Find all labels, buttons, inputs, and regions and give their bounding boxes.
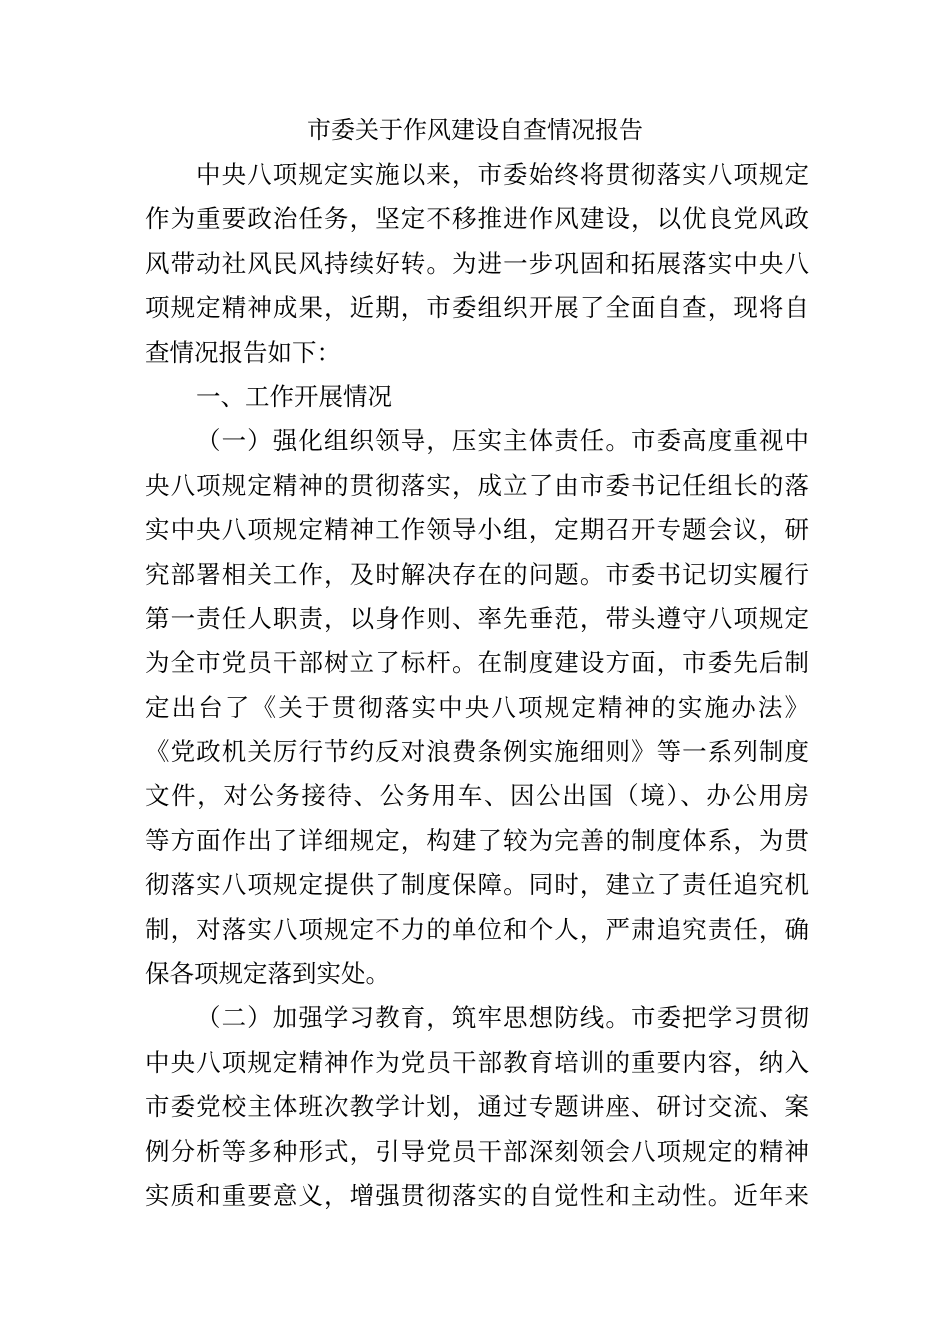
text-line: 中央八项规定实施以来，市委始终将贯彻落实八项规定	[196, 160, 809, 189]
text-line: 为全市党员干部树立了标杆。在制度建设方面，市委先后制	[145, 648, 809, 678]
text-line: （二）加强学习教育，筑牢思想防线。市委把学习贯彻	[196, 1003, 809, 1033]
document-body	[145, 153, 809, 1218]
text-line: 《党政机关厉行节约反对浪费条例实施细则》等一系列制度	[145, 737, 809, 767]
text-line: 项规定精神成果，近期，市委组织开展了全面自查，现将自	[145, 293, 809, 323]
text-line: （一）强化组织领导，压实主体责任。市委高度重视中	[196, 426, 809, 456]
text-line: 实中央八项规定精神工作领导小组，定期召开专题会议，研	[145, 515, 809, 545]
text-line: 央八项规定精神的贯彻落实，成立了由市委书记任组长的落	[145, 470, 809, 500]
text-line: 彻落实八项规定提供了制度保障。同时，建立了责任追究机	[145, 870, 809, 900]
text-line: 第一责任人职责，以身作则、率先垂范，带头遵守八项规定	[145, 603, 809, 633]
text-line: 风带动社风民风持续好转。为进一步巩固和拓展落实中央八	[145, 248, 809, 278]
document-title: 市委关于作风建设自查情况报告	[307, 116, 643, 144]
text-line: 保各项规定落到实处。	[145, 959, 390, 989]
text-line: 制，对落实八项规定不力的单位和个人，严肃追究责任，确	[145, 914, 809, 944]
text-line: 作为重要政治任务，坚定不移推进作风建设，以优良党风政	[145, 204, 809, 234]
text-line: 究部署相关工作，及时解决存在的问题。市委书记切实履行	[145, 559, 809, 589]
text-line: 一、工作开展情况	[196, 381, 392, 411]
text-line: 定出台了《关于贯彻落实中央八项规定精神的实施办法》	[145, 692, 809, 722]
text-line: 等方面作出了详细规定，构建了较为完善的制度体系，为贯	[145, 825, 809, 855]
text-line: 文件，对公务接待、公务用车、因公出国（境）、办公用房	[145, 781, 809, 811]
text-line: 实质和重要意义，增强贯彻落实的自觉性和主动性。近年来	[145, 1180, 809, 1210]
text-line: 市委党校主体班次教学计划，通过专题讲座、研讨交流、案	[145, 1092, 809, 1122]
text-line: 例分析等多种形式，引导党员干部深刻领会八项规定的精神	[145, 1136, 809, 1166]
text-line: 中央八项规定精神作为党员干部教育培训的重要内容，纳入	[145, 1047, 809, 1077]
text-line: 查情况报告如下：	[145, 337, 341, 367]
